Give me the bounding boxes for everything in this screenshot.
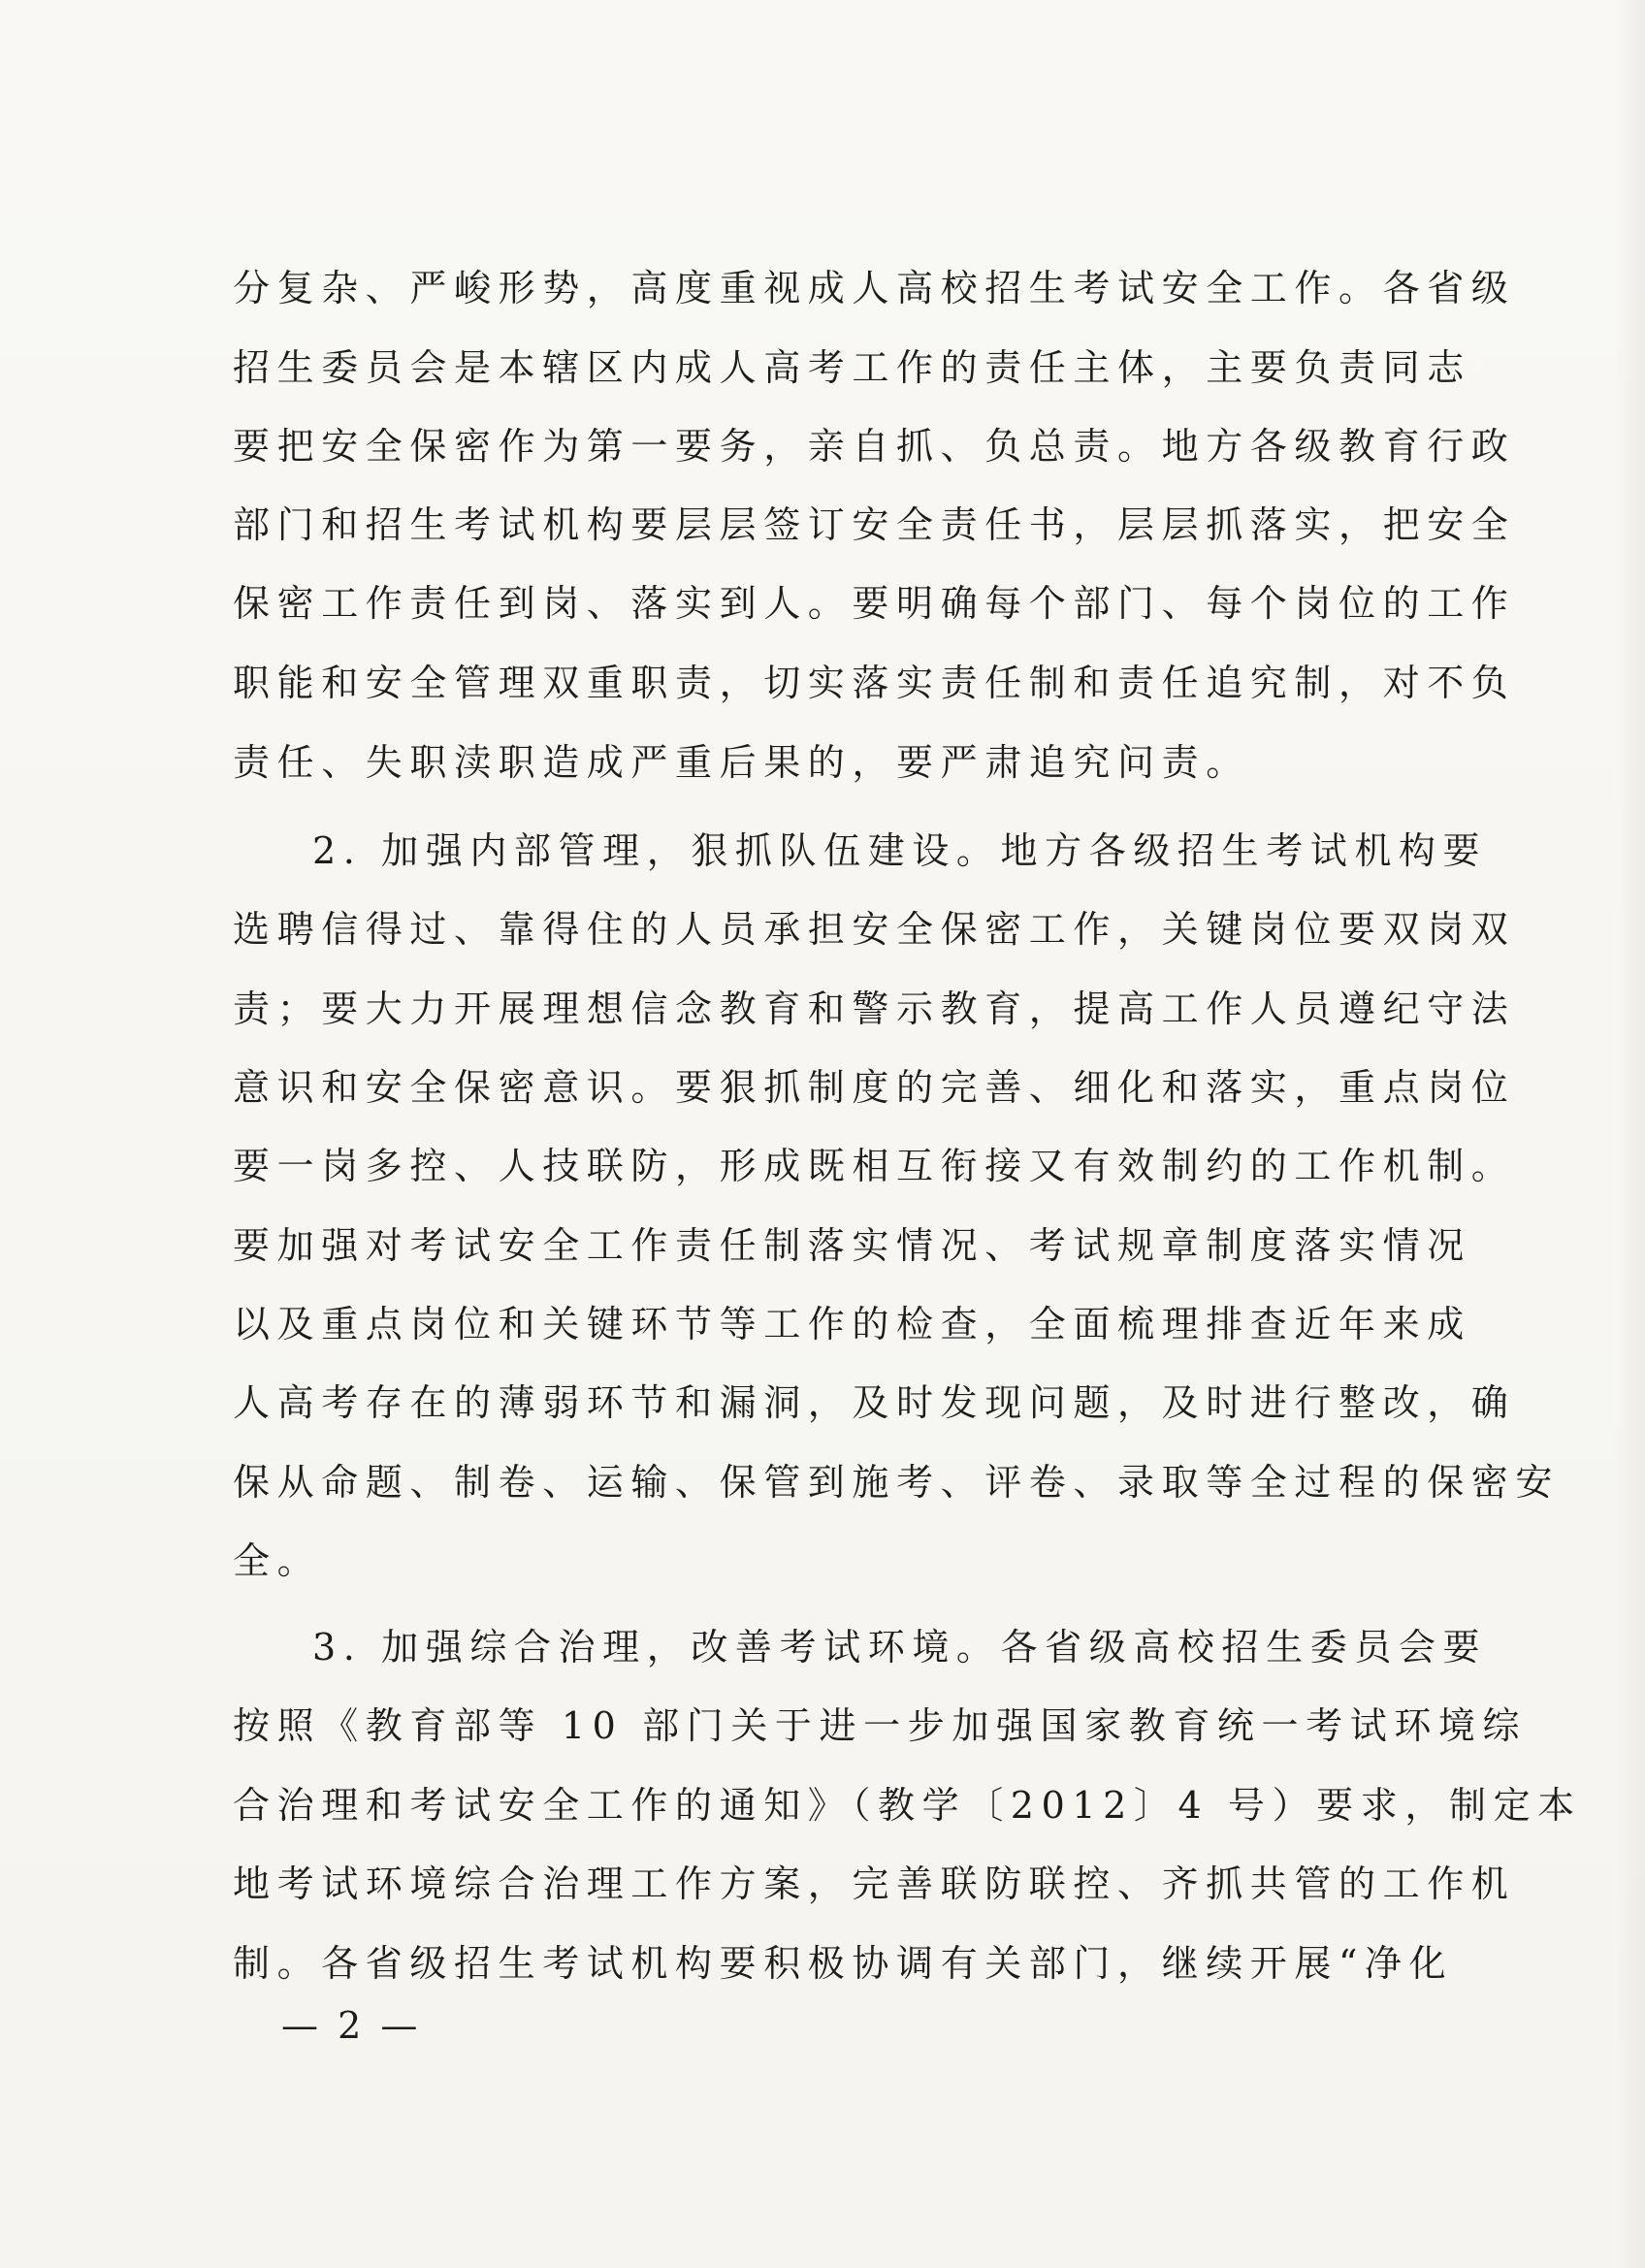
text-line-16: 保从命题、制卷、运输、保管到施考、评卷、录取等全过程的保密安 (233, 1461, 1561, 1504)
page-edge-shadow (1616, 0, 1645, 2268)
text-line-10: 责；要大力开展理想信念教育和警示教育，提高工作人员遵纪守法 (233, 988, 1516, 1030)
text-line-13: 要加强对考试安全工作责任制落实情况、考试规章制度落实情况 (233, 1224, 1471, 1267)
text-line-11: 意识和安全保密意识。要狠抓制度的完善、细化和落实，重点岗位 (233, 1066, 1516, 1109)
text-line-14: 以及重点岗位和关键环节等工作的检查，全面梳理排查近年来成 (233, 1303, 1471, 1345)
text-line-6: 职能和安全管理双重职责，切实落实责任制和责任追究制，对不负 (233, 662, 1516, 704)
text-line-8: 2. 加强内部管理，狠抓队伍建设。地方各级招生考试机构要 (312, 829, 1488, 872)
text-line-12: 要一岗多控、人技联防，形成既相互衔接又有效制约的工作机制。 (233, 1145, 1516, 1187)
page-number: — 2 — (281, 2004, 422, 2047)
text-line-2: 招生委员会是本辖区内成人高考工作的责任主体，主要负责同志 (233, 346, 1471, 389)
text-line-3: 要把安全保密作为第一要务，亲自抓、负总责。地方各级教育行政 (233, 425, 1516, 468)
text-line-9: 选聘信得过、靠得住的人员承担安全保密工作，关键岗位要双岗双 (233, 908, 1516, 951)
text-line-19: 按照《教育部等 10 部门关于进一步加强国家教育统一考试环境综 (233, 1704, 1528, 1747)
text-line-17: 全。 (233, 1539, 322, 1582)
text-line-15: 人高考存在的薄弱环节和漏洞，及时发现问题，及时进行整改，确 (233, 1381, 1516, 1424)
text-line-22: 制。各省级招生考试机构要积极协调有关部门，继续开展“净化 (233, 1942, 1454, 1985)
text-line-5: 保密工作责任到岗、落实到人。要明确每个部门、每个岗位的工作 (233, 582, 1516, 625)
text-line-18: 3. 加强综合治理，改善考试环境。各省级高校招生委员会要 (312, 1626, 1488, 1669)
text-line-1: 分复杂、严峻形势，高度重视成人高校招生考试安全工作。各省级 (233, 267, 1516, 309)
text-line-21: 地考试环境综合治理工作方案，完善联防联控、齐抓共管的工作机 (233, 1863, 1516, 1905)
text-line-20: 合治理和考试安全工作的通知》（教学〔2012〕4 号）要求，制定本 (233, 1784, 1582, 1827)
text-line-4: 部门和招生考试机构要层层签订安全责任书，层层抓落实，把安全 (233, 503, 1516, 546)
text-line-7: 责任、失职渎职造成严重后果的，要严肃追究问责。 (233, 741, 1250, 784)
